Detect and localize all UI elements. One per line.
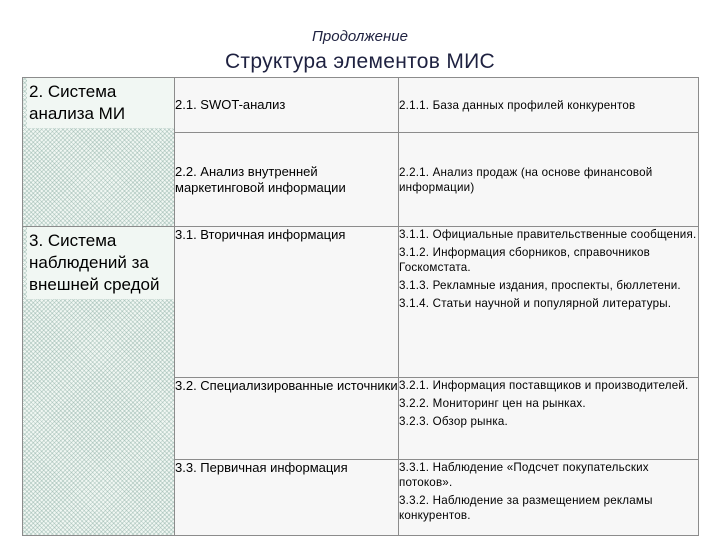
detail-item: 2.1.1. База данных профилей конкурентов (399, 98, 636, 112)
subsystem-label: 3.1. Вторичная информация (175, 227, 346, 242)
mis-structure-table (22, 77, 699, 536)
subsystem-label: 3.2. Специализированные источники (175, 378, 398, 393)
detail-item: 3.3.1. Наблюдение «Подсчет покупательских потоков». (399, 461, 649, 489)
subsystem-cell (175, 78, 399, 133)
detail-item: 3.2.2. Мониторинг цен на рынках. (399, 397, 586, 410)
subsystem-label: 3.3. Первичная информация (175, 460, 348, 475)
detail-cell (399, 78, 699, 133)
detail-item: 3.1.2. Информация сборников, справочников Госкомстата. (399, 246, 651, 274)
system-label: 3. Система наблюдений за внешней средой (27, 227, 174, 299)
detail-item: 3.1.1. Официальные правительственные сообщения. (399, 228, 697, 241)
system-cell-analysis (23, 78, 175, 227)
system-label: 2. Система анализа МИ (27, 78, 174, 128)
subsystem-cell (175, 378, 399, 460)
detail-cell (399, 227, 699, 378)
subsystem-cell (175, 227, 399, 378)
table-row (23, 78, 699, 133)
detail-item: 3.1.4. Статьи научной и популярной литературы. (399, 297, 672, 310)
detail-item: 3.3.2. Наблюдение за размещением рекламы конкурентов. (399, 494, 653, 522)
table-row (23, 227, 699, 378)
detail-cell (399, 133, 699, 227)
detail-item: 2.2.1. Анализ продаж (на основе финансовой информации) (399, 165, 653, 194)
page-title: Структура элементов МИС (224, 50, 496, 73)
detail-cell (399, 460, 699, 536)
subsystem-label: 2.1. SWOT-анализ (175, 97, 286, 112)
page-subtitle: Продолжение (312, 28, 408, 45)
detail-item: 3.2.3. Обзор рынка. (399, 415, 508, 428)
detail-item: 3.1.3. Рекламные издания, проспекты, бюллетени. (399, 279, 681, 292)
detail-cell (399, 378, 699, 460)
system-cell-observation (23, 227, 175, 536)
subsystem-cell (175, 133, 399, 227)
detail-item: 3.2.1. Информация поставщиков и производителей. (399, 379, 689, 392)
subsystem-cell (175, 460, 399, 536)
subsystem-label: 2.2. Анализ внутренней маркетинговой информации (175, 163, 346, 195)
